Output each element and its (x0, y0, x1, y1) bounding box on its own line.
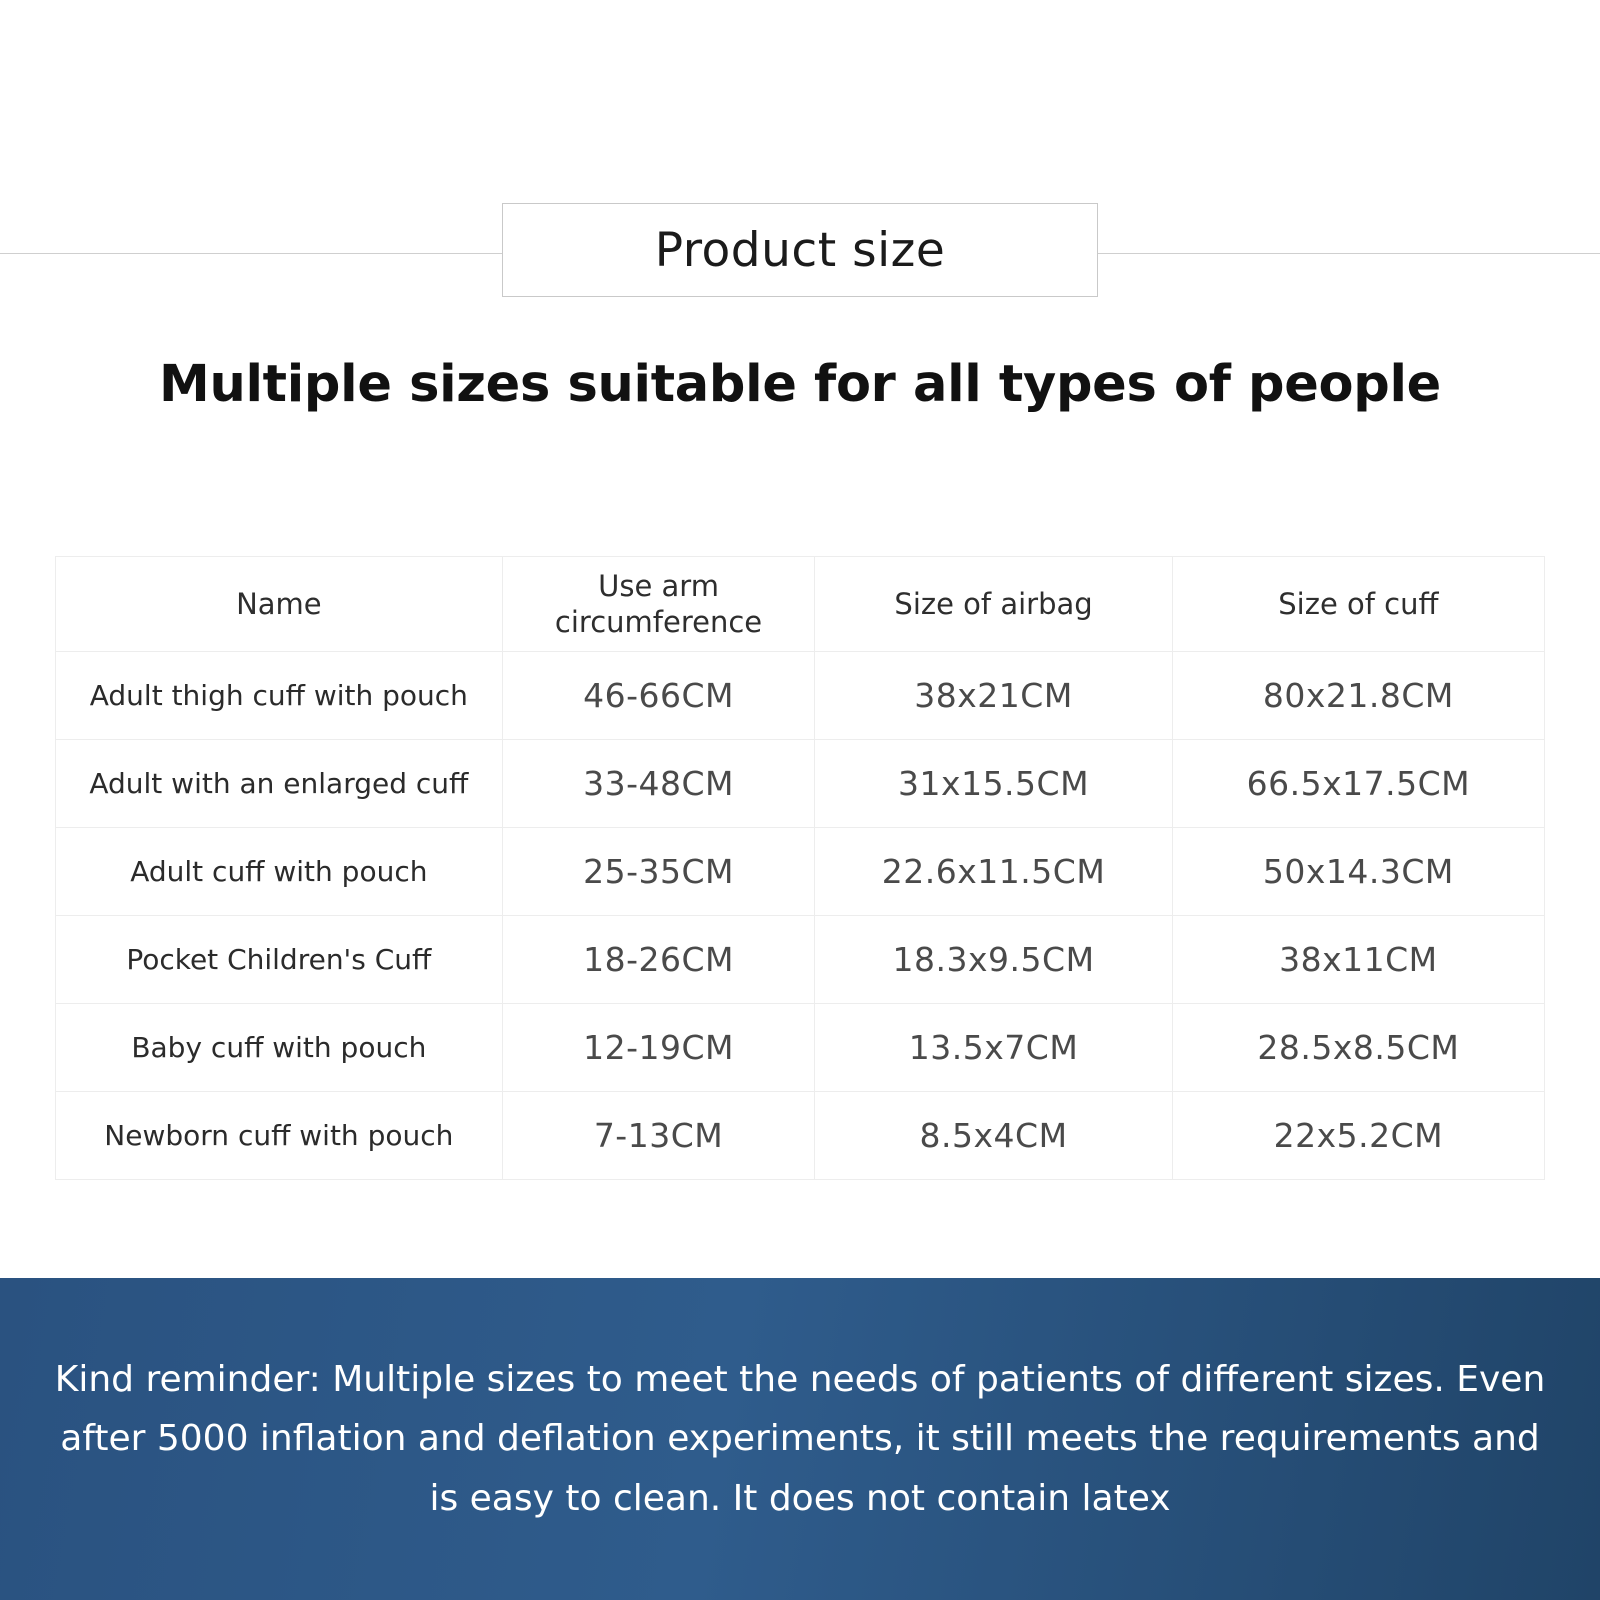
cell-cuff: 38x11CM (1172, 916, 1544, 1004)
column-header-arm-circumference: Use arm circumference (502, 557, 815, 652)
cell-cuff: 22x5.2CM (1172, 1092, 1544, 1180)
table-row (56, 1092, 1545, 1180)
column-header-cuff-size: Size of cuff (1172, 557, 1544, 652)
cell-name: Newborn cuff with pouch (56, 1092, 503, 1180)
cell-name: Adult with an enlarged cuff (56, 740, 503, 828)
section-header (0, 0, 1600, 300)
table-header (56, 557, 1545, 652)
cell-name: Baby cuff with pouch (56, 1004, 503, 1092)
cell-airbag: 38x21CM (815, 652, 1172, 740)
reminder-text: Kind reminder: Multiple sizes to meet the needs of patients of different sizes. Even after 5000 inflation and deflation experiments, it still meets the requirements and is easy to clean. It does not contain latex (54, 1358, 1546, 1519)
cell-arm: 33-48CM (502, 740, 815, 828)
cell-airbag: 18.3x9.5CM (815, 916, 1172, 1004)
cell-cuff: 80x21.8CM (1172, 652, 1544, 740)
cell-name: Adult cuff with pouch (56, 828, 503, 916)
cell-cuff: 66.5x17.5CM (1172, 740, 1544, 828)
cell-cuff: 50x14.3CM (1172, 828, 1544, 916)
cell-cuff: 28.5x8.5CM (1172, 1004, 1544, 1092)
cell-arm: 18-26CM (502, 916, 815, 1004)
cell-airbag: 31x15.5CM (815, 740, 1172, 828)
table-row (56, 1004, 1545, 1092)
size-table (55, 556, 1545, 1180)
cell-airbag: 22.6x11.5CM (815, 828, 1172, 916)
table-row (56, 740, 1545, 828)
cell-name: Pocket Children's Cuff (56, 916, 503, 1004)
table-row (56, 828, 1545, 916)
reminder-banner (0, 1278, 1600, 1600)
table-row (56, 916, 1545, 1004)
cell-arm: 46-66CM (502, 652, 815, 740)
cell-arm: 7-13CM (502, 1092, 815, 1180)
cell-airbag: 13.5x7CM (815, 1004, 1172, 1092)
size-table-container (55, 556, 1545, 1180)
cell-arm: 25-35CM (502, 828, 815, 916)
column-header-airbag-size: Size of airbag (815, 557, 1172, 652)
cell-airbag: 8.5x4CM (815, 1092, 1172, 1180)
cell-name: Adult thigh cuff with pouch (56, 652, 503, 740)
section-title: Product size (654, 222, 946, 278)
page-headline: Multiple sizes suitable for all types of people (159, 355, 1441, 414)
section-title-box (502, 203, 1098, 297)
cell-arm: 12-19CM (502, 1004, 815, 1092)
column-header-name: Name (56, 557, 503, 652)
table-row (56, 652, 1545, 740)
table-body (56, 652, 1545, 1180)
table-header-row (56, 557, 1545, 652)
